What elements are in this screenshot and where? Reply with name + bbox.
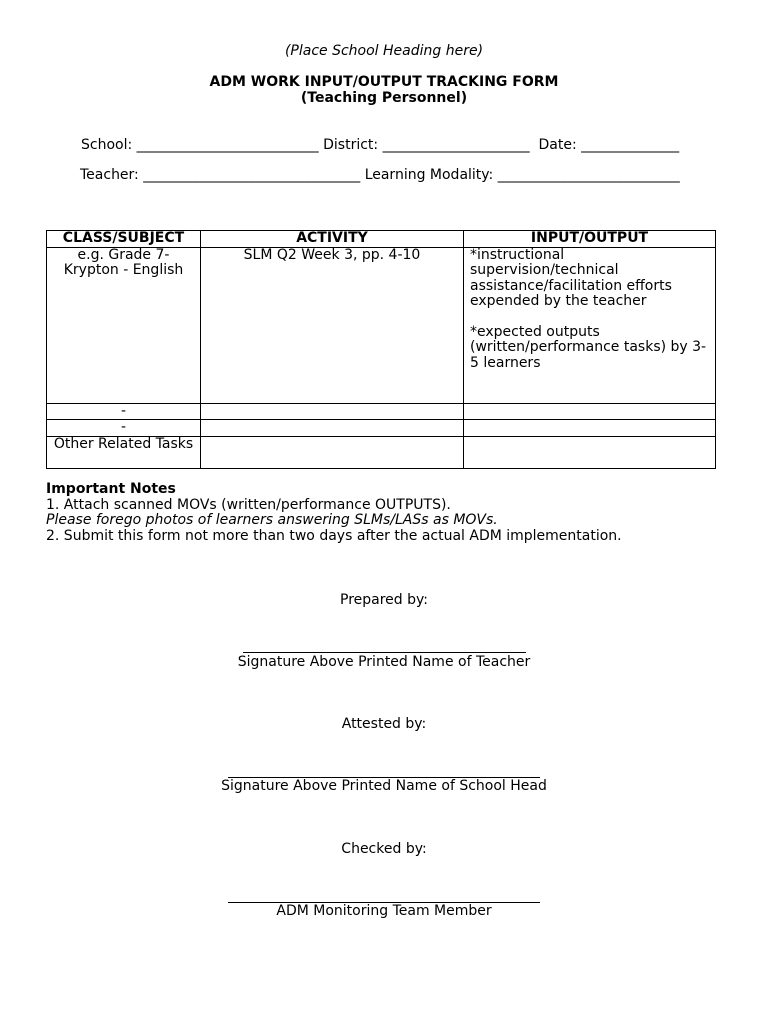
modality-field[interactable]: __________________________	[497, 167, 680, 183]
monitoring-member-caption: ADM Monitoring Team Member	[276, 903, 492, 919]
teacher-field[interactable]: _______________________________	[143, 167, 361, 183]
date-field[interactable]: ______________	[581, 137, 680, 153]
cell-input-output[interactable]	[464, 436, 716, 468]
district-label: District:	[323, 137, 379, 153]
table-row	[47, 420, 716, 437]
cell-activity[interactable]	[201, 403, 464, 420]
note-1: 1. Attach scanned MOVs (written/performance OUTPUTS).	[46, 496, 451, 513]
table-row	[47, 247, 716, 403]
notes-title: Important Notes	[46, 481, 176, 497]
date-label: Date:	[538, 137, 577, 153]
checked-by-label: Checked by:	[341, 841, 427, 857]
cell-class-subject[interactable]: -	[47, 420, 201, 437]
cell-input-output[interactable]	[464, 247, 716, 403]
school-label: School:	[81, 137, 133, 153]
cell-input-output[interactable]	[464, 403, 716, 420]
input-output-note-2: *expected outputs (written/performance tasks) by 3-5 learners	[470, 323, 707, 371]
important-notes	[46, 482, 622, 544]
table-row	[47, 403, 716, 420]
cell-activity[interactable]	[201, 436, 464, 468]
cell-input-output[interactable]	[464, 420, 716, 437]
paragraph-gap	[470, 310, 709, 325]
header-activity: ACTIVITY	[201, 231, 464, 248]
district-field[interactable]: _____________________	[382, 137, 530, 153]
school-field[interactable]: __________________________	[136, 137, 319, 153]
tracking-table	[46, 230, 716, 469]
cell-class-subject[interactable]: e.g. Grade 7- Krypton - English	[47, 247, 201, 403]
note-2: 2. Submit this form not more than two days after the actual ADM implementation.	[46, 527, 622, 544]
teacher-signature-line[interactable]	[243, 652, 526, 653]
form-title: ADM WORK INPUT/OUTPUT TRACKING FORM	[209, 74, 559, 90]
modality-label: Learning Modality:	[364, 167, 494, 183]
input-output-note-1: *instructional supervision/technical assistance/facilitation efforts expended by the teacher	[470, 246, 672, 309]
teacher-label: Teacher:	[80, 167, 139, 183]
school-head-signature-caption: Signature Above Printed Name of School Head	[221, 778, 547, 794]
school-heading-placeholder: (Place School Heading here)	[284, 43, 484, 59]
attested-by-label: Attested by:	[341, 716, 427, 732]
cell-activity[interactable]	[201, 420, 464, 437]
cell-class-subject[interactable]: Other Related Tasks	[47, 436, 201, 468]
table-header-row	[47, 231, 716, 248]
note-1-italic: Please forego photos of learners answering SLMs/LASs as MOVs.	[46, 512, 498, 528]
form-subtitle: (Teaching Personnel)	[300, 90, 468, 106]
cell-class-subject[interactable]: -	[47, 403, 201, 420]
prepared-by-label: Prepared by:	[340, 592, 428, 608]
teacher-signature-caption: Signature Above Printed Name of Teacher	[237, 654, 531, 670]
cell-activity[interactable]: SLM Q2 Week 3, pp. 4-10	[201, 247, 464, 403]
table-row	[47, 436, 716, 468]
teacher-modality-line	[80, 167, 680, 183]
header-input-output: INPUT/OUTPUT	[464, 231, 716, 248]
header-class-subject: CLASS/SUBJECT	[47, 231, 201, 248]
school-district-date-line	[81, 137, 679, 153]
